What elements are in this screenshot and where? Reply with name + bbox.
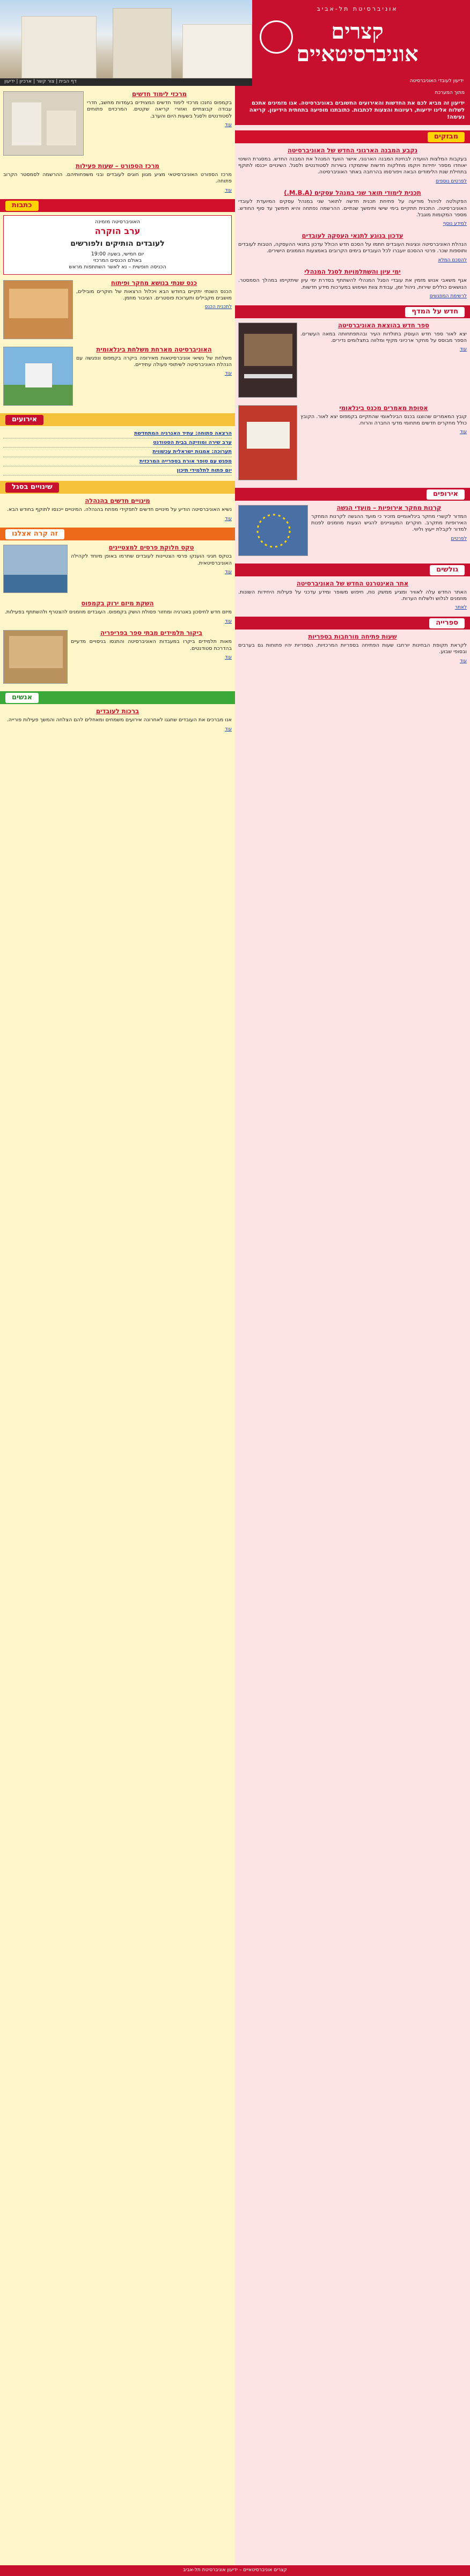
read-more-link[interactable]: עוד xyxy=(460,347,467,353)
article-text: מאות תלמידים ביקרו במעבדות האוניברסיטה והתנסו בניסויים מדעיים בהדרכת סטודנטים. xyxy=(71,639,232,652)
section-bar xyxy=(235,564,470,576)
article-title[interactable]: האוניברסיטה מארחת משלחת בינלאומית xyxy=(96,345,212,353)
event-place: באולם הכנסים המרכזי xyxy=(93,257,142,264)
article-title[interactable]: נקבע המבנה הארגוני החדש של האוניברסיטה xyxy=(287,146,418,154)
article-text: יצא לאור ספר חדש העוסק בתולדות העיר ובהתפתחותה במאה העשרים. הספר מבוסס על מחקר ארכיוני מקיף ומלווה בתצלומים נדירים. xyxy=(300,331,467,343)
article-title[interactable]: טקס חלוקת פרסים למצטיינים xyxy=(108,544,194,552)
section-bar xyxy=(0,199,235,212)
read-more-link[interactable]: להסכם המלא xyxy=(438,257,467,263)
article xyxy=(3,162,232,194)
europe-image xyxy=(238,505,308,556)
section-title: שינויים בסגל xyxy=(5,482,59,493)
read-more-link[interactable]: לתכנית הכנס xyxy=(204,304,232,310)
article-text: בקמפוס נחנכו מרכזי לימוד חדשים המצוידים בעמדות מחשב, חדרי עבודה קבוצתיים ואזורי קריאה שקטים. המרכזים פתוחים לסטודנטים ולסגל בשעות היום והערב. xyxy=(87,99,232,119)
intro-text: ידיעון זה מביא לכם את החדשות והאירועים החשובים באוניברסיטה. אנו מזמינים אתכם לשלוח אלינו ידיעות, רעיונות והצעות לכתבות. כתובתנו מופיעה בתחתית הידיעון. קריאה נעימה! xyxy=(249,100,465,120)
article-text: הפקולטה לניהול מודיעה על פתיחת תכנית חדשה לתואר שני במנהל עסקים המיועדת לעובדי האוניברסיטה. התכנית תתקיים בימי שישי ותימשך שנתיים. ההרשמה נפתחה והיא תימשך עד סוף החודש. מספר המקומות מוגבל. xyxy=(238,199,467,218)
section-bar xyxy=(0,691,235,704)
article xyxy=(3,279,232,341)
article-text: לקראת תקופת הבחינות יורחבו שעות הפתיחה בספריות המרכזיות. הספריות יהיו פתוחות גם בערבים ובסופי שבוע. xyxy=(238,642,467,655)
read-more-link[interactable]: עוד xyxy=(225,618,232,624)
article-text: משלחת של נשיאי אוניברסיטאות מאירופה ביקרה בקמפוס ונפגשה עם הנהלת האוניברסיטה לשיתופי פעולה עתידיים. xyxy=(76,355,232,368)
article xyxy=(3,497,232,522)
read-more-link[interactable]: עוד xyxy=(225,569,232,575)
article-text: הנהלת האוניברסיטה ונציגות העובדים חתמו על הסכם חדש הכולל עדכון בתנאי ההעסקה, הטבות לעובדים ותוספות שכר. פרטי ההסכם יועברו לכל העובדים בימים הקרובים באמצעות הממונים הישירים. xyxy=(238,241,467,254)
section-bar xyxy=(235,130,470,143)
event-org: האוניברסיטה מזמינה xyxy=(95,219,140,225)
section-bar xyxy=(0,528,235,540)
header-subtitle: ידיעון לעובדי האוניברסיטה xyxy=(409,78,464,84)
article xyxy=(238,189,467,228)
article xyxy=(3,599,232,625)
read-more-link[interactable]: לרשימת המפגשים xyxy=(429,293,467,299)
conference-image xyxy=(3,280,73,339)
article xyxy=(238,321,467,400)
section-bar xyxy=(235,617,470,630)
article-text: האתר החדש עלה לאוויר ומציע ממשק נוח, חיפוש משופר ומידע עדכני על פעילות היחידות השונות. מוזמנים לגלוש ולשלוח הערות. xyxy=(238,589,467,602)
section-title: גולשים xyxy=(430,565,465,575)
read-more-link[interactable]: עוד xyxy=(460,658,467,664)
section-title: מבזקים xyxy=(428,132,465,142)
book-cover-image xyxy=(238,323,297,398)
header-nav[interactable]: דף הבית | צור קשר | ארכיון | ידיעון xyxy=(0,78,252,86)
list-item[interactable]: הרצאה פתוחה: עתיד האנרגיה המתחדשת xyxy=(3,429,232,438)
event-title: ערב הוקרה xyxy=(94,225,141,236)
section-title: אנשים xyxy=(5,693,39,703)
event-note: הכניסה חופשית – נא לאשר השתתפות מראש xyxy=(69,264,166,270)
article-title[interactable]: שעות פתיחה מורחבות בספריות xyxy=(308,632,397,640)
article-title[interactable]: כנס שנתי בנושא מחקר ופיתוח xyxy=(111,279,197,287)
article xyxy=(238,232,467,264)
read-more-link[interactable]: עוד xyxy=(225,516,232,522)
article-text: בטקס חגיגי הוענקו פרסי הצטיינות לעובדים שתרמו באופן מיוחד לקהילה האוניברסיטאית. xyxy=(71,553,232,566)
header-title xyxy=(255,5,459,65)
article xyxy=(3,90,232,158)
delegation-image xyxy=(3,347,73,406)
article xyxy=(238,147,467,185)
article-title[interactable]: אתר האינטרנט החדש של האוניברסיטה xyxy=(296,579,409,587)
article-text: המדור לקשרי מחקר בינלאומיים מזכיר כי מועד ההגשה לקרנות המחקר האירופיות מתקרב. חוקרים המעוניינים להגיש הצעות מוזמנים לפנות למדור לקבלת ייעוץ וליווי. xyxy=(311,513,467,533)
section-bar xyxy=(0,413,235,426)
read-more-link[interactable]: עוד xyxy=(225,654,232,660)
article-title[interactable]: ימי עיון והשתלמויות לסגל המנהלי xyxy=(304,268,401,276)
section-bar xyxy=(235,488,470,501)
article xyxy=(238,633,467,664)
newsletter-title-1: קצרים xyxy=(331,19,384,45)
list-item[interactable]: תערוכה: אמנות ישראלית עכשווית xyxy=(3,448,232,457)
read-more-link[interactable]: למידע נוסף xyxy=(443,221,467,227)
read-more-link[interactable]: עוד xyxy=(460,429,467,435)
article xyxy=(238,268,467,299)
students-image xyxy=(3,630,68,684)
article xyxy=(3,346,232,408)
intro-box xyxy=(235,86,470,125)
section-title: כתבות xyxy=(5,201,39,211)
read-more-link[interactable]: לאתר xyxy=(454,605,467,611)
header-photo xyxy=(0,0,252,78)
read-more-link[interactable]: לפרטים נוספים xyxy=(436,178,467,184)
article-text: נשיא האוניברסיטה הודיע על מינויים חדשים לתפקידי מפתח בהנהלה. המינויים ייכנסו לתוקף בחודש הבא. xyxy=(6,507,232,513)
article-title[interactable]: קרנות מחקר אירופיות – מועדי הגשה xyxy=(336,503,442,511)
event-date: יום חמישי, בשעה 19:00 xyxy=(91,251,144,257)
article-title[interactable]: ברכות לעובדים xyxy=(96,707,139,715)
section-title: חדש על המדף xyxy=(405,307,465,317)
article-text: הכנס השנתי יתקיים בחודש הבא ויכלול הרצאות של חוקרים מובילים, מושבים מקבילים ותערוכת פוסטרים. הציבור מוזמן. xyxy=(76,288,232,301)
read-more-link[interactable]: עוד xyxy=(225,122,232,128)
article-text: מיזם חדש לחיסכון באנרגיה ומחזור פסולת הושק בקמפוס. העובדים מוזמנים להצטרף ולהשתתף בפעילות. xyxy=(4,609,232,616)
article-title[interactable]: מרכז הספורט – שעות פעילות xyxy=(76,162,159,170)
intro-heading: מתוך המערכת xyxy=(435,90,465,96)
section-title: אירועים xyxy=(5,415,43,425)
list-item[interactable]: ערב שירה ומוזיקה בבית הסטודנט xyxy=(3,438,232,448)
list-item[interactable]: מפגש עם סופר אורח בספרייה המרכזית xyxy=(3,457,232,466)
read-more-link[interactable]: עוד xyxy=(225,371,232,377)
article-text: קובץ המאמרים שהוצגו בכנס הבינלאומי שהתקיים בקמפוס יצא לאור. הקובץ כולל מחקרים חדשים מתחומי מדעי החברה והרוח. xyxy=(300,413,467,426)
article-text: אגף משאבי אנוש מזמין את עובדי הסגל המנהלי להשתתף בסדרת ימי עיון שיתקיימו במהלך הסמסטר. הנושאים כוללים שירות, ניהול זמן, עבודת צוות ושימוש במערכות מידע חדשות. xyxy=(238,277,467,290)
ceremony-image xyxy=(3,545,68,593)
article-title[interactable]: עדכון בנוגע לתנאי העסקה לעובדים xyxy=(302,232,403,239)
read-more-link[interactable]: עוד xyxy=(225,187,232,193)
events-list xyxy=(3,429,232,476)
article-text: מרכז הספורט האוניברסיטאי מציע מגוון חוגים לעובדים ובני משפחותיהם. ההרשמה לסמסטר הקרוב פתוחה. xyxy=(3,171,232,185)
article xyxy=(238,580,467,611)
section-bar xyxy=(0,481,235,494)
section-title: זה קרה אצלנו xyxy=(5,529,64,539)
read-more-link[interactable]: עוד xyxy=(225,726,232,732)
event-desc: לעובדים הותיקים ולפורשים xyxy=(70,239,165,248)
left-column xyxy=(0,86,235,2576)
article-title[interactable]: אסופת מאמרים מכנס בינלאומי xyxy=(339,404,428,412)
book-cover-image xyxy=(238,405,297,480)
event-invitation xyxy=(3,215,232,274)
section-title: אירופים xyxy=(427,489,465,500)
section-bar xyxy=(235,305,470,318)
article-title[interactable]: מינויים חדשים בהנהלה xyxy=(85,497,150,505)
study-center-image xyxy=(3,91,84,156)
article xyxy=(238,404,467,482)
university-name: אוניברסיטת תל-אביב xyxy=(317,5,398,12)
article-text: בעקבות המלצות הוועדה לבחינת המבנה הארגוני, אישר הוועד המנהל את המבנה החדש. במסגרת השינוי יאוחדו מספר יחידות ויוקמו מחלקות חדשות שיתמקדו בשירות לסטודנטים ולסגל. השינויים ייכנסו לתוקף בתחילת שנת הלימודים הבאה ויפורסמו בהרחבה באתר האוניברסיטה. xyxy=(238,156,467,175)
footer: קצרים אוניברסיטאיים – ידיעון אוניברסיטת תל-אביב xyxy=(0,2565,470,2576)
read-more-link[interactable]: לפרטים xyxy=(451,536,467,541)
article xyxy=(3,707,232,733)
article-title[interactable]: ספר חדש בהוצאת האוניברסיטה xyxy=(338,321,429,329)
section-title: ספרייה xyxy=(429,618,465,628)
article-title[interactable]: השקת מיזם ירוק בקמפוס xyxy=(81,599,154,608)
article-title[interactable]: ביקור תלמידים מבתי ספר בפריפריה xyxy=(100,629,202,637)
right-column xyxy=(235,86,470,2576)
article-text: אנו מברכים את העובדים שחגגו לאחרונה אירועים משמחים ומאחלים להם הצלחה והמשך פעילות פורייה. xyxy=(6,717,232,723)
article-title[interactable]: תכנית לימודי תואר שני במנהל עסקים (M.B.A.) xyxy=(284,189,421,197)
article xyxy=(238,504,467,558)
article xyxy=(3,544,232,595)
header xyxy=(0,0,470,86)
list-item[interactable]: יום פתוח לתלמידי תיכון xyxy=(3,466,232,475)
article xyxy=(3,629,232,686)
article-title[interactable]: מרכזי לימוד חדשים xyxy=(132,90,187,98)
newsletter-title-2: אוניברסיטאיים xyxy=(296,41,418,67)
